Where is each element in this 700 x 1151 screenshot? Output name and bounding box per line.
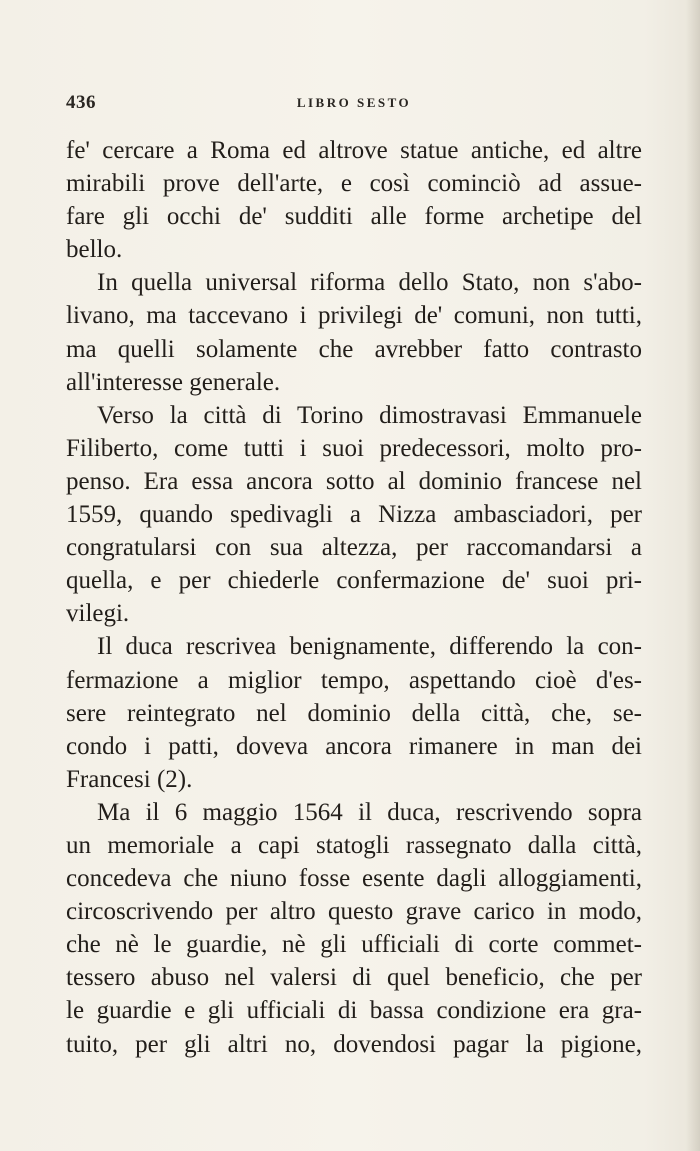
paragraph [66, 399, 642, 631]
text-line: che nè le guardie, nè gli ufficiali di corte commet- [66, 931, 642, 959]
text-line: Ma il 6 maggio 1564 il duca, rescrivendo sopra [97, 798, 642, 826]
text-line: fare gli occhi de' sudditi alle forme archetipe del [66, 203, 642, 231]
text-line: quella, e per chiederle confermazione de' suoi pri- [66, 567, 642, 595]
text-line: Il duca rescrivea benignamente, differendo la con- [97, 633, 642, 661]
text-line: all'interesse generale. [66, 368, 281, 396]
text-line: mirabili prove dell'arte, e così cominciò ad assue- [66, 170, 642, 198]
body-text [66, 134, 642, 1061]
text-line: tuito, per gli altri no, dovendosi pagar la pigione, [66, 1030, 642, 1058]
text-line: condo i patti, doveva ancora rimanere in man dei [66, 732, 642, 760]
text-line: congratularsi con sua altezza, per raccomandarsi a [66, 534, 642, 562]
text-line: 1559, quando spedivagli a Nizza ambasciadori, per [66, 501, 642, 529]
text-line: circoscrivendo per altro questo grave carico in modo, [66, 898, 642, 926]
page-number: 436 [66, 92, 96, 113]
text-line: ma quelli solamente che avrebber fatto contrasto [66, 335, 642, 363]
text-line: le guardie e gli ufficiali di bassa condizione era gra- [66, 997, 642, 1025]
text-line: penso. Era essa ancora sotto al dominio francese nel [66, 467, 642, 495]
paragraph [66, 630, 642, 795]
text-line: Filiberto, come tutti i suoi predecessori, molto pro- [66, 434, 642, 462]
spine-shadow [686, 0, 700, 1151]
text-line: fe' cercare a Roma ed altrove statue antiche, ed altre [66, 137, 642, 164]
paragraph [66, 266, 642, 398]
text-line: livano, ma taccevano i privilegi de' comuni, non tutti, [66, 302, 642, 330]
paragraph [66, 134, 642, 266]
text-line: tessero abuso nel valersi di quel beneficio, che per [66, 964, 642, 992]
text-line: vilegi. [66, 600, 130, 628]
text-line: Verso la città di Torino dimostravasi Emmanuele [97, 401, 642, 429]
text-line: sere reintegrato nel dominio della città, che, se- [66, 699, 642, 727]
page-header [66, 92, 642, 116]
text-line: In quella universal riforma dello Stato, non s'abo- [97, 269, 642, 297]
text-line: un memoriale a capi statogli rassegnato dalla città, [66, 831, 642, 859]
text-line: fermazione a miglior tempo, aspettando cioè d'es- [66, 666, 642, 694]
paragraph [66, 796, 642, 1061]
running-head: LIBRO SESTO [296, 95, 412, 110]
text-line: bello. [66, 236, 123, 264]
text-line: Francesi (2). [66, 765, 193, 793]
text-line: concedeva che niuno fosse esente dagli alloggiamenti, [66, 865, 642, 893]
